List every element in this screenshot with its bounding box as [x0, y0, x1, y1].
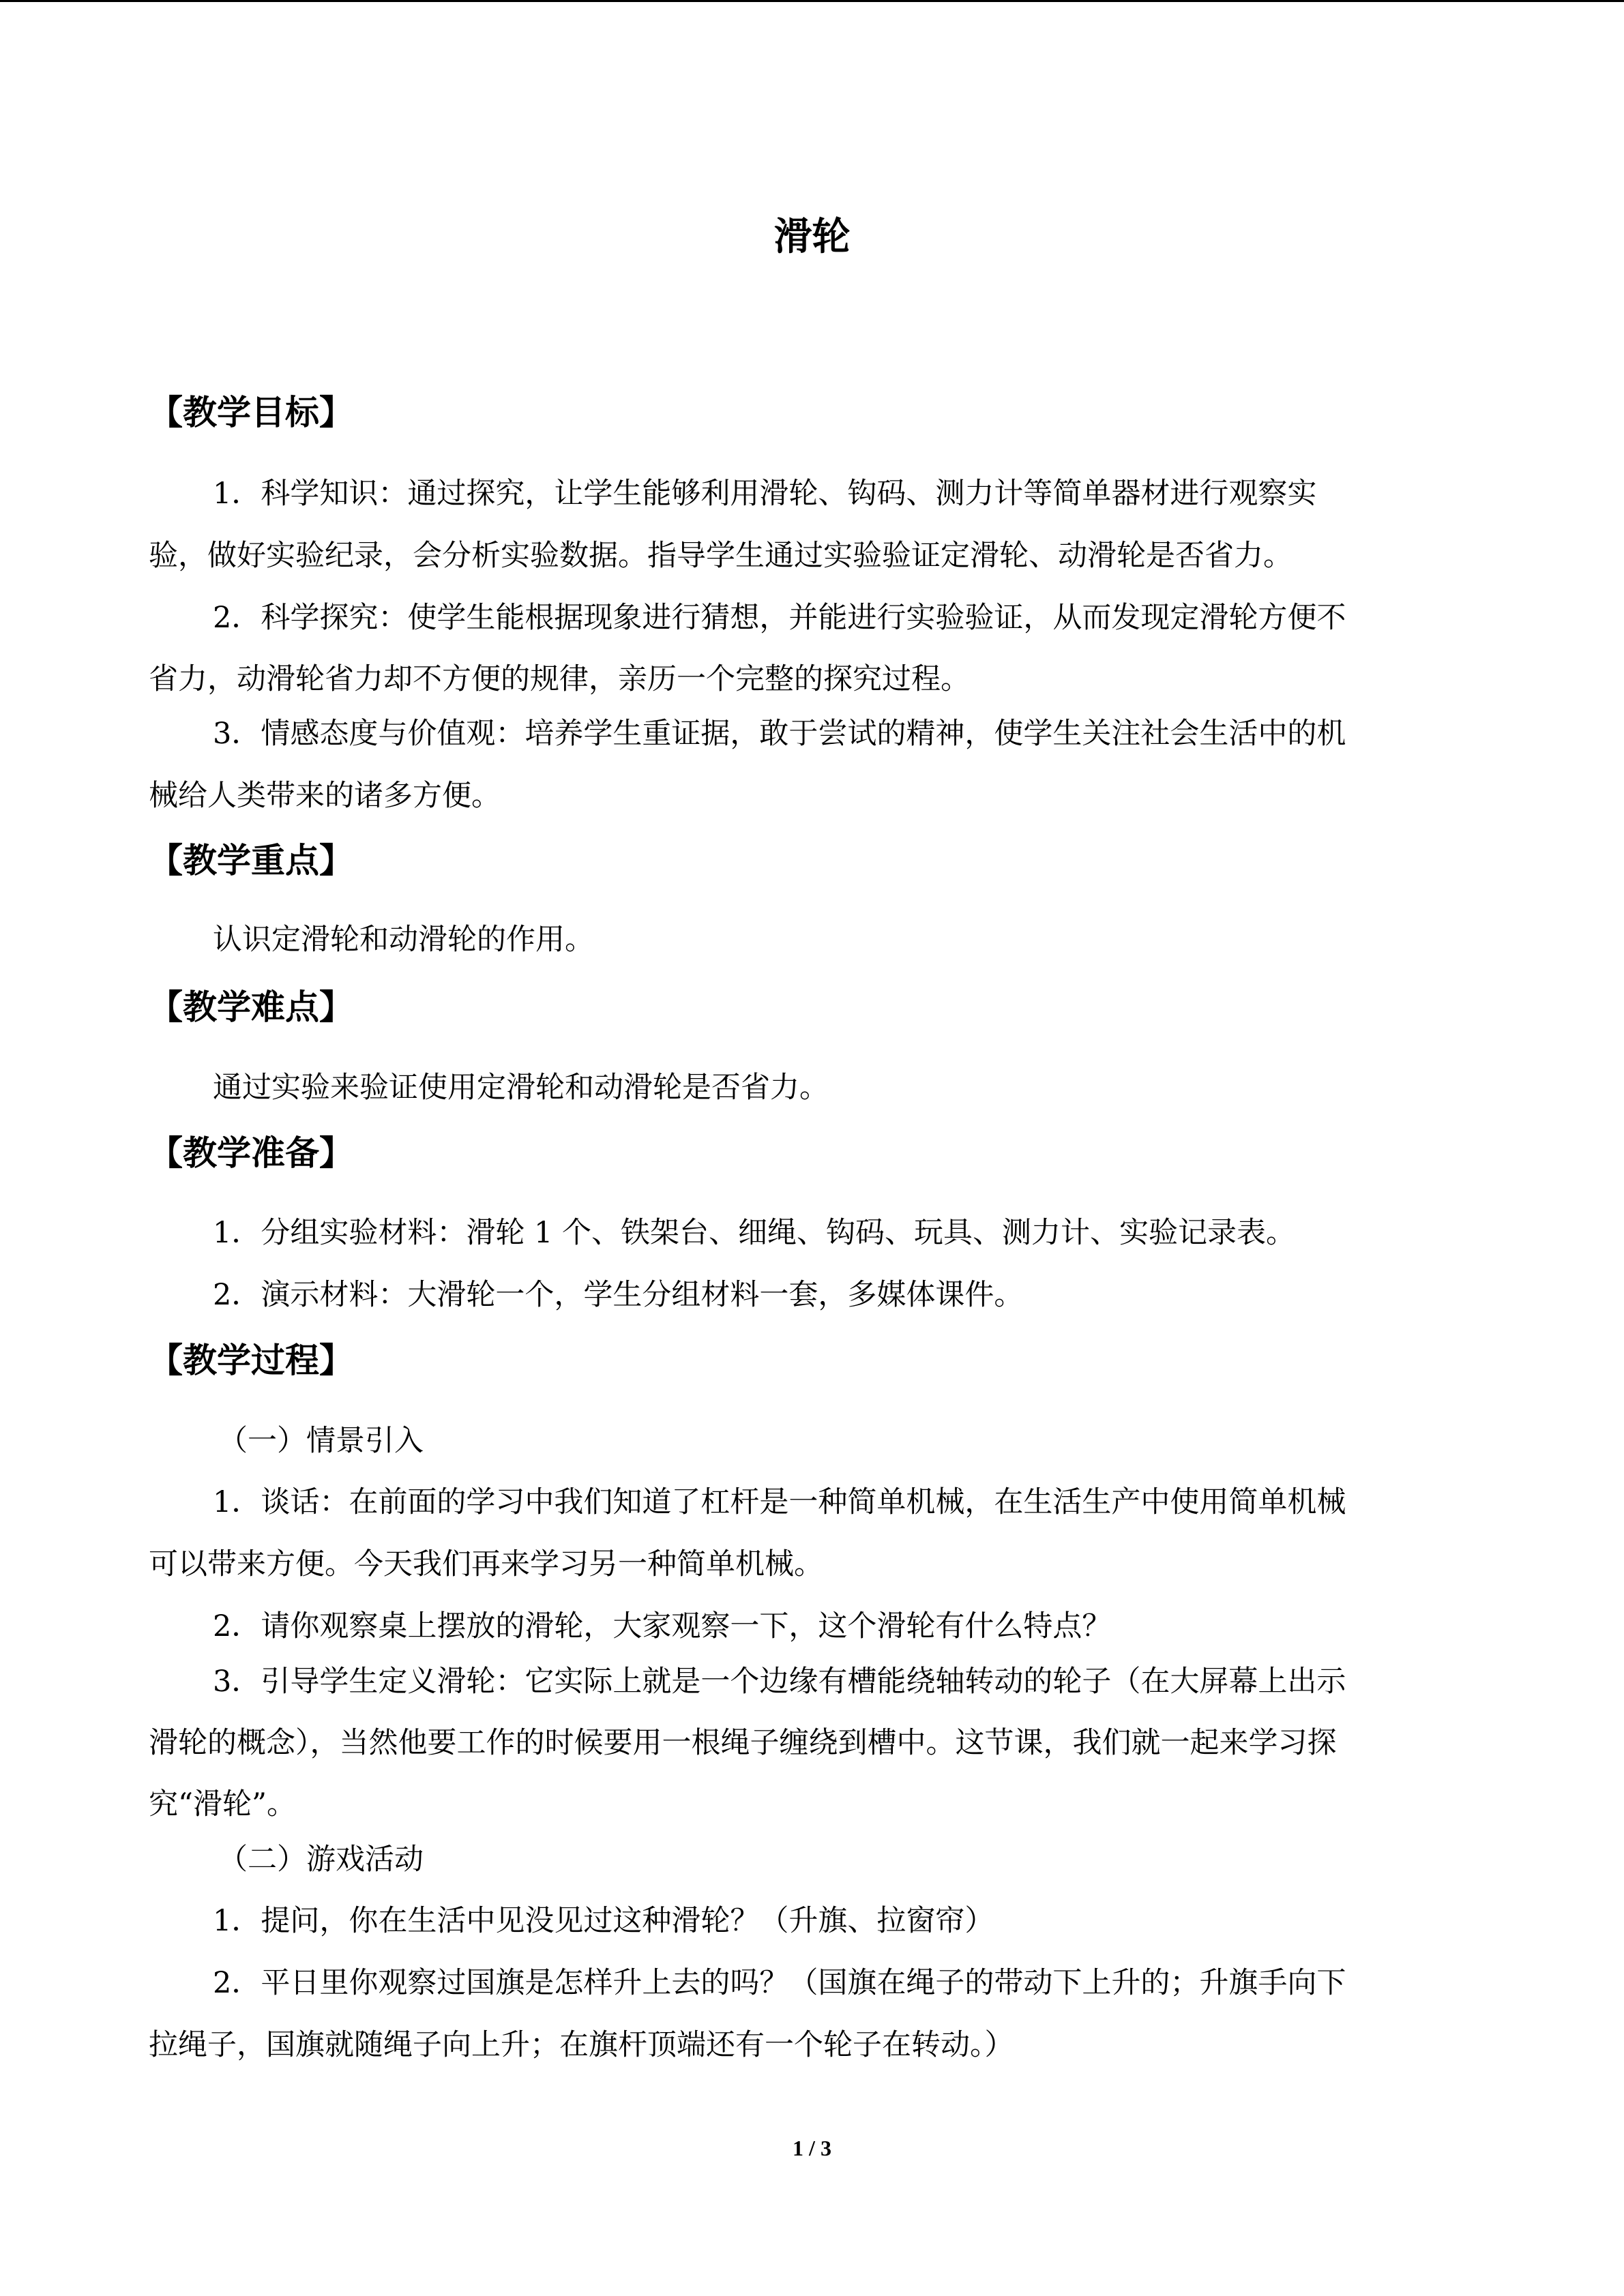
key-points-line: 认识定滑轮和动滑轮的作用。 [213, 923, 594, 957]
section-heading-process: 【教学过程】 [149, 1341, 353, 1380]
process-line: 拉绳子，国旗就随绳子向上升；在旗杆顶端还有一个轮子在转动。） [149, 2028, 1014, 2062]
process-line: 1．提问，你在生活中见没见过这种滑轮？（升旗、拉窗帘） [213, 1904, 994, 1938]
page-title: 滑轮 [773, 215, 851, 259]
process-subheading: （一）情景引入 [218, 1424, 424, 1458]
process-line: 2．平日里你观察过国旗是怎样升上去的吗？（国旗在绳子的带动下上升的；升旗手向下 [213, 1966, 1346, 2000]
process-line: 3．引导学生定义滑轮：它实际上就是一个边缘有槽能绕轴转动的轮子（在大屏幕上出示 [213, 1665, 1346, 1699]
section-heading-key-points: 【教学重点】 [149, 841, 353, 880]
section-heading-difficulties: 【教学难点】 [149, 987, 353, 1027]
goals-line: 1．科学知识：通过探究，让学生能够利用滑轮、钩码、测力计等简单器材进行观察实 [213, 477, 1317, 511]
process-subheading: （二）游戏活动 [218, 1843, 424, 1877]
goals-line: 省力，动滑轮省力却不方便的规律，亲历一个完整的探究过程。 [149, 662, 970, 696]
section-heading-goals: 【教学目标】 [149, 393, 353, 432]
preparation-line: 1．分组实验材料：滑轮 1 个、铁架台、细绳、钩码、玩具、测力计、实验记录表。 [213, 1216, 1296, 1250]
preparation-line: 2．演示材料：大滑轮一个，学生分组材料一套，多媒体课件。 [213, 1278, 1024, 1312]
goals-line: 验，做好实验纪录，会分析实验数据。指导学生通过实验验证定滑轮、动滑轮是否省力。 [149, 539, 1293, 573]
goals-line: 械给人类带来的诸多方便。 [149, 779, 501, 813]
process-line: 究“滑轮”。 [149, 1787, 296, 1821]
process-line: 可以带来方便。今天我们再来学习另一种简单机械。 [149, 1547, 823, 1581]
process-line: 滑轮的概念），当然他要工作的时候要用一根绳子缠绕到槽中。这节课，我们就一起来学习探 [149, 1726, 1337, 1760]
process-line: 2．请你观察桌上摆放的滑轮，大家观察一下，这个滑轮有什么特点？ [213, 1609, 1112, 1643]
goals-line: 3．情感态度与价值观：培养学生重证据，敢于尝试的精神，使学生关注社会生活中的机 [213, 717, 1346, 751]
difficulties-line: 通过实验来验证使用定滑轮和动滑轮是否省力。 [213, 1071, 829, 1105]
goals-line: 2．科学探究：使学生能根据现象进行猜想，并能进行实验验证，从而发现定滑轮方便不 [213, 601, 1346, 635]
page-number: 1 / 3 [793, 2136, 831, 2160]
process-line: 1．谈话：在前面的学习中我们知道了杠杆是一种简单机械，在生活生产中使用简单机械 [213, 1485, 1346, 1519]
page-top-rule [0, 0, 1624, 2]
section-heading-preparation: 【教学准备】 [149, 1133, 353, 1173]
